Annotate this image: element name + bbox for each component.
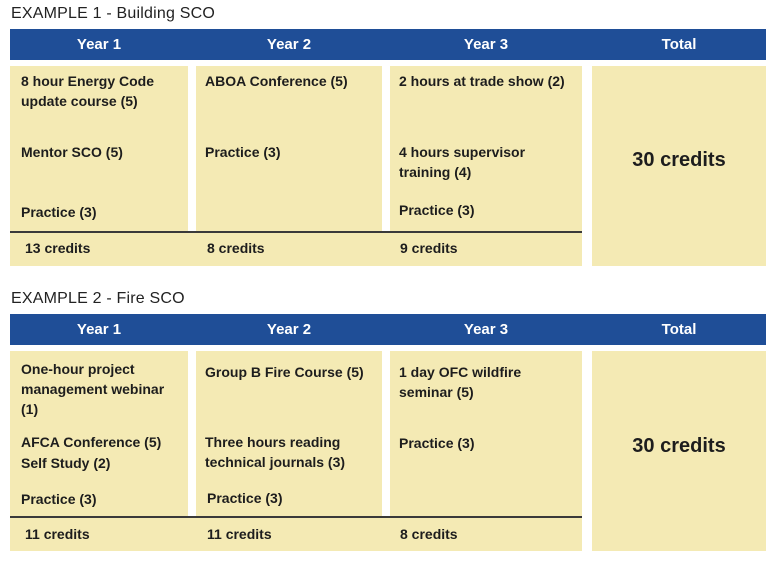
example-2-year-2-item: Group B Fire Course (5)	[205, 364, 364, 380]
example-2-title: EXAMPLE 2 - Fire SCO	[11, 290, 185, 307]
example-1-year-3-item: 4 hours supervisor training (4)	[399, 144, 526, 180]
example-1-year-2-item: ABOA Conference (5)	[205, 73, 348, 89]
example-2-year-1-credits: 11 credits	[25, 526, 90, 542]
example-1-year-1-credits: 13 credits	[25, 240, 91, 256]
header-year-3: Year 3	[463, 321, 509, 338]
example-1-year-3-credits: 9 credits	[400, 240, 458, 256]
example-1-year-1-item: Mentor SCO (5)	[21, 144, 123, 160]
header-year-1: Year 1	[76, 36, 122, 53]
example-1-title: EXAMPLE 1 - Building SCO	[11, 5, 215, 22]
example-1-header-bar	[10, 29, 766, 60]
header-year-2: Year 2	[266, 36, 312, 53]
example-2-year-3-item: Practice (3)	[399, 435, 475, 451]
example-1-year-2-item: Practice (3)	[205, 144, 281, 160]
example-2-year-3-item: 1 day OFC wildfire seminar (5)	[399, 364, 522, 400]
example-1-year-2-credits: 8 credits	[207, 240, 265, 256]
header-total: Total	[661, 36, 697, 53]
example-1-year-3-item: 2 hours at trade show (2)	[399, 73, 565, 89]
example-1-year-1-item: Practice (3)	[21, 204, 97, 220]
example-1-credits-row	[10, 232, 582, 266]
example-2-credits-row	[10, 517, 582, 551]
header-year-3: Year 3	[463, 36, 509, 53]
example-2-year-1-item: Self Study (2)	[21, 455, 111, 471]
header-year-1: Year 1	[76, 321, 122, 338]
example-2-year-1-item: One-hour project management webinar (1)	[21, 361, 165, 417]
header-year-2: Year 2	[266, 321, 312, 338]
example-2-header-bar	[10, 314, 766, 345]
example-2-year-1-item: Practice (3)	[21, 491, 97, 507]
example-2-year-2-credits: 11 credits	[207, 526, 272, 542]
example-2-year-2-item: Three hours reading technical journals (3)	[205, 434, 346, 470]
example-2-year-2-item: Practice (3)	[207, 490, 283, 506]
example-2-year-3-credits: 8 credits	[400, 526, 458, 542]
header-total: Total	[661, 321, 697, 338]
example-1-total-credits: 30 credits	[632, 149, 726, 171]
example-2-credits-divider	[10, 516, 582, 518]
example-2-year-1-item: AFCA Conference (5)	[21, 434, 162, 450]
example-1-year-1-item: 8 hour Energy Code update course (5)	[21, 73, 155, 109]
example-1-credits-divider	[10, 231, 582, 233]
example-1-year-3-item: Practice (3)	[399, 202, 475, 218]
example-2-total-credits: 30 credits	[632, 435, 726, 457]
